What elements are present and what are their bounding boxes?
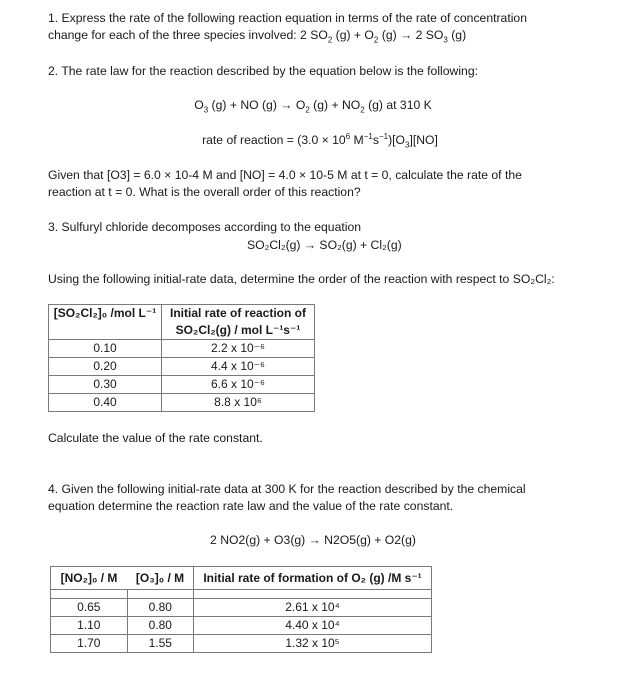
q1-line2: change for each of the three species involved: 2 $SO_2$ $(g) + O_2$ (g) → 2 $SO_3$ (g) bbox=[48, 28, 467, 45]
q2-given-line2: reaction at t = 0. What is the overall order of this reaction? bbox=[48, 185, 361, 199]
table-spacer-row bbox=[51, 590, 432, 599]
q3-col-conc-header: [SO₂Cl₂]₀ /mol L⁻¹ bbox=[49, 305, 162, 340]
table-row: 0.65 0.80 2.61 x 10⁴ bbox=[51, 599, 432, 617]
table-row: 0.10 2.2 x 10⁻⁶ bbox=[49, 340, 315, 358]
table-header-row bbox=[49, 305, 315, 340]
table-row: 1.10 0.80 4.40 x 10⁴ bbox=[51, 617, 432, 635]
q2-rate-law: rate of reaction = ($3.0 \times 10^6$ $M^{-1}s^{-1})[O_3][NO]$ bbox=[202, 131, 438, 150]
q4-equation: 2 NO2(g) + O3(g) → N2O5(g) + O2(g) bbox=[210, 533, 416, 547]
q3-equation: SO₂Cl₂(g) → SO₂(g) + Cl₂(g) bbox=[247, 238, 402, 252]
q4-line2: equation determine the reaction rate law and the value of the rate constant. bbox=[48, 499, 454, 513]
q2-equation: $O_3$ (g) + NO $(g) \to O_2$ $(g) + NO_2$ (g) at 310 K bbox=[194, 98, 432, 115]
q3-instruction: Using the following initial-rate data, determine the order of the reaction with respect to SO₂Cl₂: bbox=[48, 272, 555, 286]
q3-heading: 3. Sulfuryl chloride decomposes according to the equation bbox=[48, 220, 362, 234]
q1-line1: 1. Express the rate of the following reaction equation in terms of the rate of concentration bbox=[48, 11, 527, 25]
q3-rate-table bbox=[48, 304, 315, 412]
q4-col-rate-header: Initial rate of formation of O₂ (g) /M s⁻¹ bbox=[194, 567, 432, 590]
table-header-row bbox=[51, 567, 432, 590]
q4-col-no2-header: [NO₂]₀ / M bbox=[51, 567, 128, 590]
question-1 bbox=[48, 10, 588, 44]
q2-given bbox=[48, 167, 588, 201]
q4-line1: 4. Given the following initial-rate data at 300 K for the reaction described by the chemical bbox=[48, 482, 526, 496]
q3-col-rate-header: Initial rate of reaction of SO₂Cl₂(g) / mol L⁻¹s⁻¹ bbox=[162, 305, 315, 340]
table-row: 0.30 6.6 x 10⁻⁶ bbox=[49, 376, 315, 394]
q2-heading: 2. The rate law for the reaction described by the equation below is the following: bbox=[48, 64, 478, 78]
q4-col-o3-header: [O₃]₀ / M bbox=[127, 567, 194, 590]
question-4 bbox=[48, 481, 608, 515]
q4-rate-table bbox=[50, 566, 432, 653]
q3-calc-prompt: Calculate the value of the rate constant. bbox=[48, 431, 263, 445]
table-row: 0.40 8.8 x 10⁶ bbox=[49, 394, 315, 412]
q2-given-line1: Given that [O3] = 6.0 × 10-4 M and [NO] = 4.0 × 10-5 M at t = 0, calculate the rate of the bbox=[48, 168, 522, 182]
table-row: 0.20 4.4 x 10⁻⁶ bbox=[49, 358, 315, 376]
table-row: 1.70 1.55 1.32 x 10⁵ bbox=[51, 635, 432, 653]
